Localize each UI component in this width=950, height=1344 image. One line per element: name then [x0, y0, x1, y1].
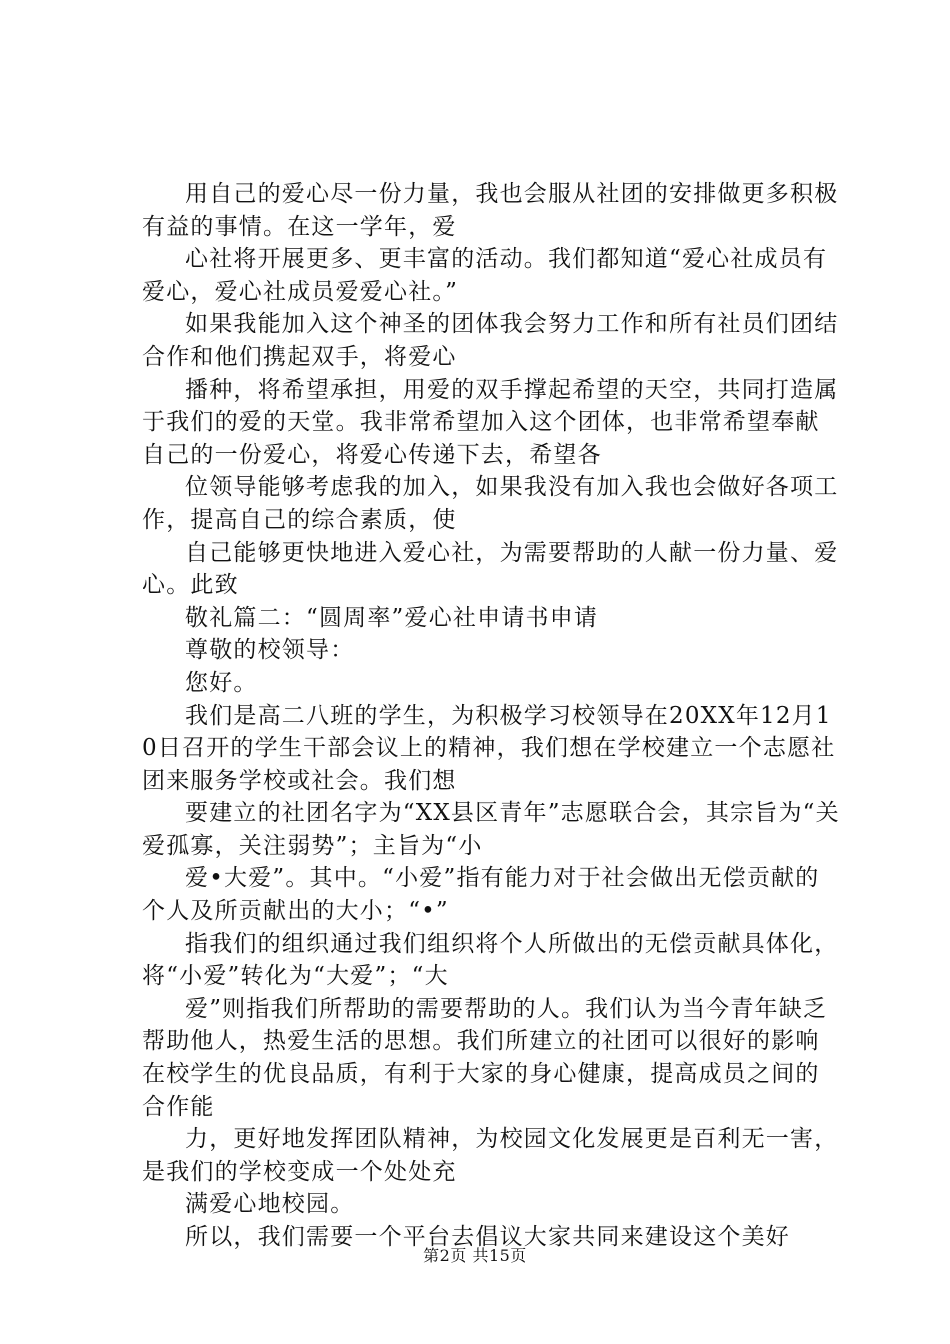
paragraph: 要建立的社团名字为“XX县区青年”志愿联合会，其宗旨为“关爱孤寡，关注弱势”；主旨为“小: [142, 800, 840, 859]
paragraph: 力，更好地发挥团队精神，为校园文化发展更是百利无一害，是我们的学校变成一个处处充: [142, 1126, 839, 1185]
section-heading: 敬礼篇二：“圆周率”爱心社申请书申请: [185, 604, 599, 631]
paragraph: 指我们的组织通过我们组织将个人所做出的无偿贡献具体化，将“小爱”转化为“大爱”；“大: [142, 930, 839, 990]
greeting: 您好。: [185, 669, 258, 696]
paragraph: 如果我能加入这个神圣的团体我会努力工作和所有社员们团结合作和他们携起双手，将爱心: [142, 311, 839, 370]
paragraph: 爱•大爱”。其中。“小爱”指有能力对于社会做出无偿贡献的个人及所贡献出的大小；“•”: [142, 865, 820, 925]
paragraph: 心社将开展更多、更丰富的活动。我们都知道“爱心社成员有爱心，爱心社成员爱爱心社。”: [142, 246, 828, 305]
page-footer: 第2页 共15页: [423, 1246, 527, 1265]
paragraph: 自己能够更快地进入爱心社，为需要帮助的人献一份力量、爱心。此致: [142, 539, 839, 599]
paragraph: 我们是高二八班的学生，为积极学习校领导在20XX年12月10日召开的学生干部会议上的精神，我们想在学校建立一个志愿社团来服务学校或社会。我们想: [142, 702, 836, 794]
paragraph: 用自己的爱心尽一份力量，我也会服从社团的安排做更多积极有益的事情。在这一学年，爱: [142, 181, 839, 240]
paragraph: 播种，将希望承担，用爱的双手撑起希望的天空，共同打造属于我们的爱的天堂。我非常希望加入这个团体，也非常希望奉献自己的一份爱心，将爱心传递下去，希望各: [142, 376, 839, 468]
paragraph: 满爱心地校园。: [185, 1191, 355, 1218]
document-body: [142, 178, 842, 1254]
paragraph: 位领导能够考虑我的加入，如果我没有加入我也会做好各项工作，提高自己的综合素质，使: [142, 474, 839, 533]
paragraph: 所以，我们需要一个平台去倡议大家共同来建设这个美好: [185, 1224, 790, 1250]
salutation: 尊敬的校领导：: [185, 637, 355, 664]
paragraph: 爱”则指我们所帮助的需要帮助的人。我们认为当今青年缺乏帮助他人，热爱生活的思想。我们所建立的社团可以很好的影响在校学生的优良品质，有利于大家的身心健康，提高成员之间的合作能: [142, 995, 828, 1120]
